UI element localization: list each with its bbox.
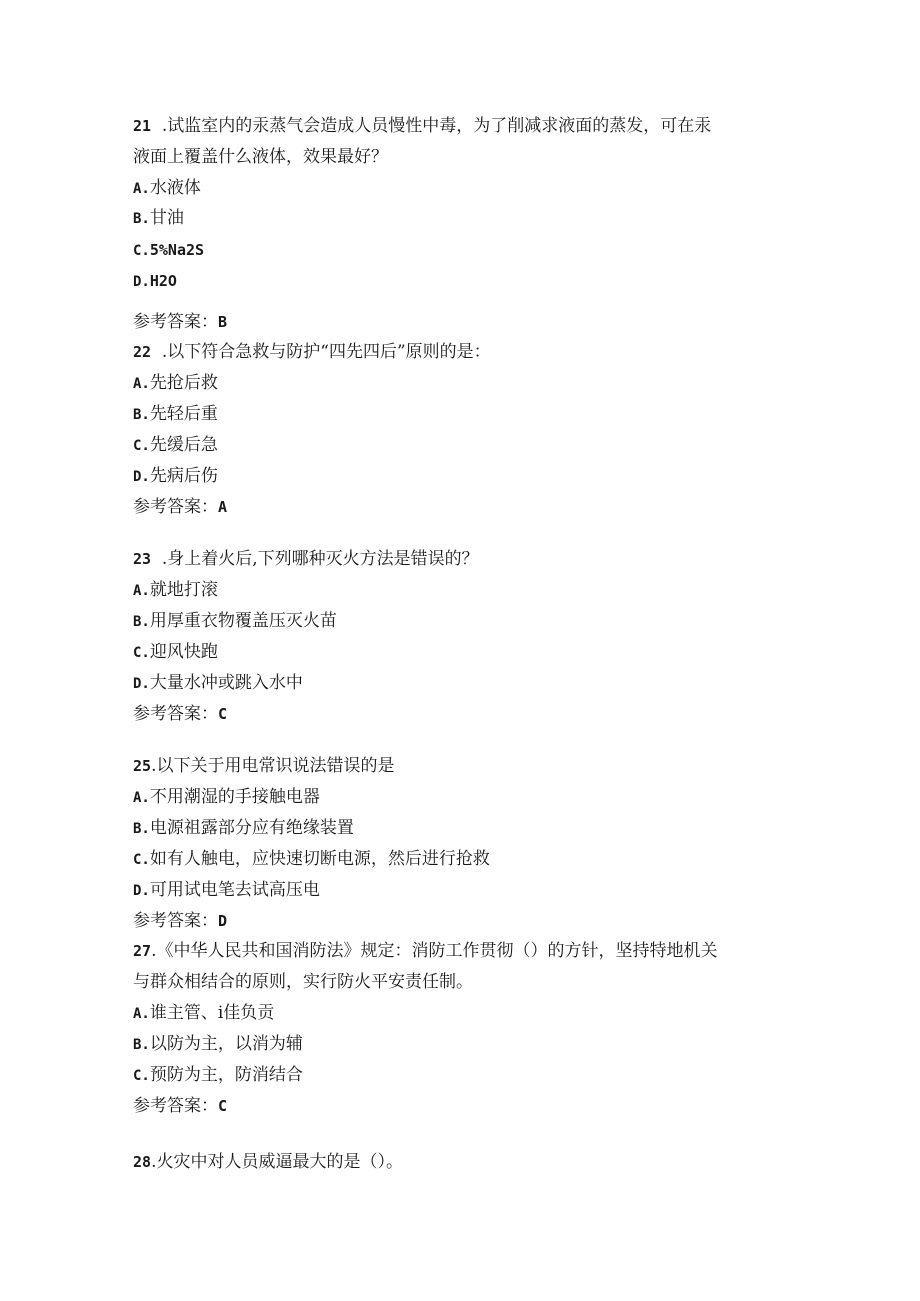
question-21-line-1 bbox=[133, 115, 711, 137]
question-22-option-c bbox=[133, 434, 218, 457]
question-separator: . bbox=[151, 1152, 157, 1172]
option-text: 就地打滚 bbox=[149, 580, 218, 600]
option-text: 大量水冲或跳入水中 bbox=[149, 673, 303, 693]
option-text: 可用试电笔去试高压电 bbox=[149, 880, 320, 900]
option-text: 迎风快跑 bbox=[149, 642, 218, 662]
option-letter: C. bbox=[133, 645, 150, 661]
option-text: H2O bbox=[149, 272, 177, 290]
question-25-line-1 bbox=[133, 755, 394, 777]
question-separator: . bbox=[151, 116, 168, 136]
answer-label: 参考答案： bbox=[133, 312, 218, 332]
option-letter: D. bbox=[133, 676, 150, 692]
option-letter: B. bbox=[133, 614, 150, 630]
option-text: 甘油 bbox=[149, 208, 184, 228]
option-letter: C. bbox=[133, 1068, 150, 1084]
question-21-answer bbox=[133, 311, 227, 333]
option-text: 先缓后急 bbox=[149, 435, 218, 455]
answer-label: 参考答案： bbox=[133, 1096, 218, 1116]
question-text: 与群众相结合的原则，实行防火平安责任制。 bbox=[133, 972, 473, 992]
question-text: 火灾中对人员威逼最大的是（）。 bbox=[156, 1152, 403, 1172]
option-letter: C. bbox=[133, 438, 150, 454]
answer-value: C bbox=[218, 1097, 228, 1115]
option-text: 谁主管、i佳负贡 bbox=[149, 1003, 275, 1023]
question-21-line-2 bbox=[133, 146, 388, 168]
question-23-option-b bbox=[133, 610, 337, 633]
question-23-answer bbox=[133, 703, 227, 725]
question-21-option-b bbox=[133, 207, 184, 230]
option-text: 用厚重衣物覆盖压灭火苗 bbox=[149, 611, 337, 631]
question-25-option-c bbox=[133, 848, 490, 871]
question-25-answer bbox=[133, 910, 227, 932]
question-text: 身上着火后,下列哪种灭火方法是错误的？ bbox=[167, 549, 479, 569]
option-letter: B. bbox=[133, 407, 150, 423]
answer-label: 参考答案： bbox=[133, 704, 218, 724]
question-21-option-c bbox=[133, 239, 204, 262]
option-letter: A. bbox=[133, 1006, 150, 1022]
question-number: 22 bbox=[133, 343, 152, 361]
question-21-option-a bbox=[133, 177, 201, 200]
question-number: 21 bbox=[133, 117, 152, 135]
option-letter: B. bbox=[133, 1037, 150, 1053]
question-separator: . bbox=[151, 549, 168, 569]
question-25-option-b bbox=[133, 817, 354, 840]
question-22-line-1 bbox=[133, 341, 491, 363]
option-letter: C. bbox=[133, 852, 150, 868]
question-28-line-1 bbox=[133, 1151, 403, 1173]
answer-value: D bbox=[218, 912, 228, 930]
answer-label: 参考答案： bbox=[133, 911, 218, 931]
question-22-answer bbox=[133, 496, 227, 518]
option-letter: A. bbox=[133, 376, 150, 392]
option-letter: D. bbox=[133, 469, 150, 485]
question-text: 试监室内的汞蒸气会造成人员慢性中毒，为了削减求液面的蒸发，可在汞 bbox=[167, 116, 712, 136]
option-text: 水液体 bbox=[149, 178, 201, 198]
question-separator: . bbox=[151, 756, 157, 776]
answer-value: A bbox=[218, 498, 228, 516]
question-23-line-1 bbox=[133, 548, 479, 570]
question-23-option-a bbox=[133, 579, 218, 602]
answer-value: B bbox=[218, 313, 228, 331]
question-text: 以下符合急救与防护“四先四后”原则的是： bbox=[167, 342, 491, 362]
option-letter: D. bbox=[133, 883, 150, 899]
answer-value: C bbox=[218, 705, 228, 723]
question-21-option-d bbox=[133, 270, 177, 293]
option-text: 不用潮湿的手接触电器 bbox=[149, 787, 320, 807]
option-text: 5%Na2S bbox=[149, 241, 205, 259]
option-text: 先抢后救 bbox=[149, 373, 218, 393]
question-22-option-d bbox=[133, 465, 218, 488]
option-letter: C. bbox=[133, 243, 150, 259]
question-number: 28 bbox=[133, 1153, 152, 1171]
question-number: 27 bbox=[133, 942, 152, 960]
option-letter: B. bbox=[133, 211, 150, 227]
question-22-option-b bbox=[133, 403, 218, 426]
option-text: 如有人触电，应快速切断电源，然后进行抢救 bbox=[149, 849, 490, 869]
question-27-option-a bbox=[133, 1002, 274, 1025]
option-letter: D. bbox=[133, 274, 150, 290]
question-separator: . bbox=[151, 342, 168, 362]
option-letter: B. bbox=[133, 821, 150, 837]
question-text: 以下关于用电常识说法错误的是 bbox=[156, 756, 395, 776]
question-27-line-2 bbox=[133, 971, 473, 993]
question-27-line-1 bbox=[133, 940, 717, 962]
answer-label: 参考答案： bbox=[133, 497, 218, 517]
option-text: 预防为主，防消结合 bbox=[149, 1065, 303, 1085]
question-27-answer bbox=[133, 1095, 227, 1117]
question-25-option-a bbox=[133, 786, 320, 809]
question-23-option-c bbox=[133, 641, 218, 664]
question-text: 液面上覆盖什么液体，效果最好？ bbox=[133, 147, 388, 167]
question-27-option-b bbox=[133, 1033, 303, 1056]
option-letter: A. bbox=[133, 181, 150, 197]
option-text: 先病后伤 bbox=[149, 466, 218, 486]
option-text: 先轻后重 bbox=[149, 404, 218, 424]
question-separator: . bbox=[151, 941, 157, 961]
option-letter: A. bbox=[133, 583, 150, 599]
option-text: 电源祖露部分应有绝缘装置 bbox=[149, 818, 354, 838]
question-22-option-a bbox=[133, 372, 218, 395]
question-25-option-d bbox=[133, 879, 320, 902]
question-23-option-d bbox=[133, 672, 303, 695]
question-number: 25 bbox=[133, 757, 152, 775]
question-text: 《中华人民共和国消防法》规定：消防工作贯彻（）的方针，坚持特地机关 bbox=[156, 941, 718, 961]
option-text: 以防为主，以消为辅 bbox=[149, 1034, 303, 1054]
option-letter: A. bbox=[133, 790, 150, 806]
question-number: 23 bbox=[133, 550, 152, 568]
question-27-option-c bbox=[133, 1064, 303, 1087]
